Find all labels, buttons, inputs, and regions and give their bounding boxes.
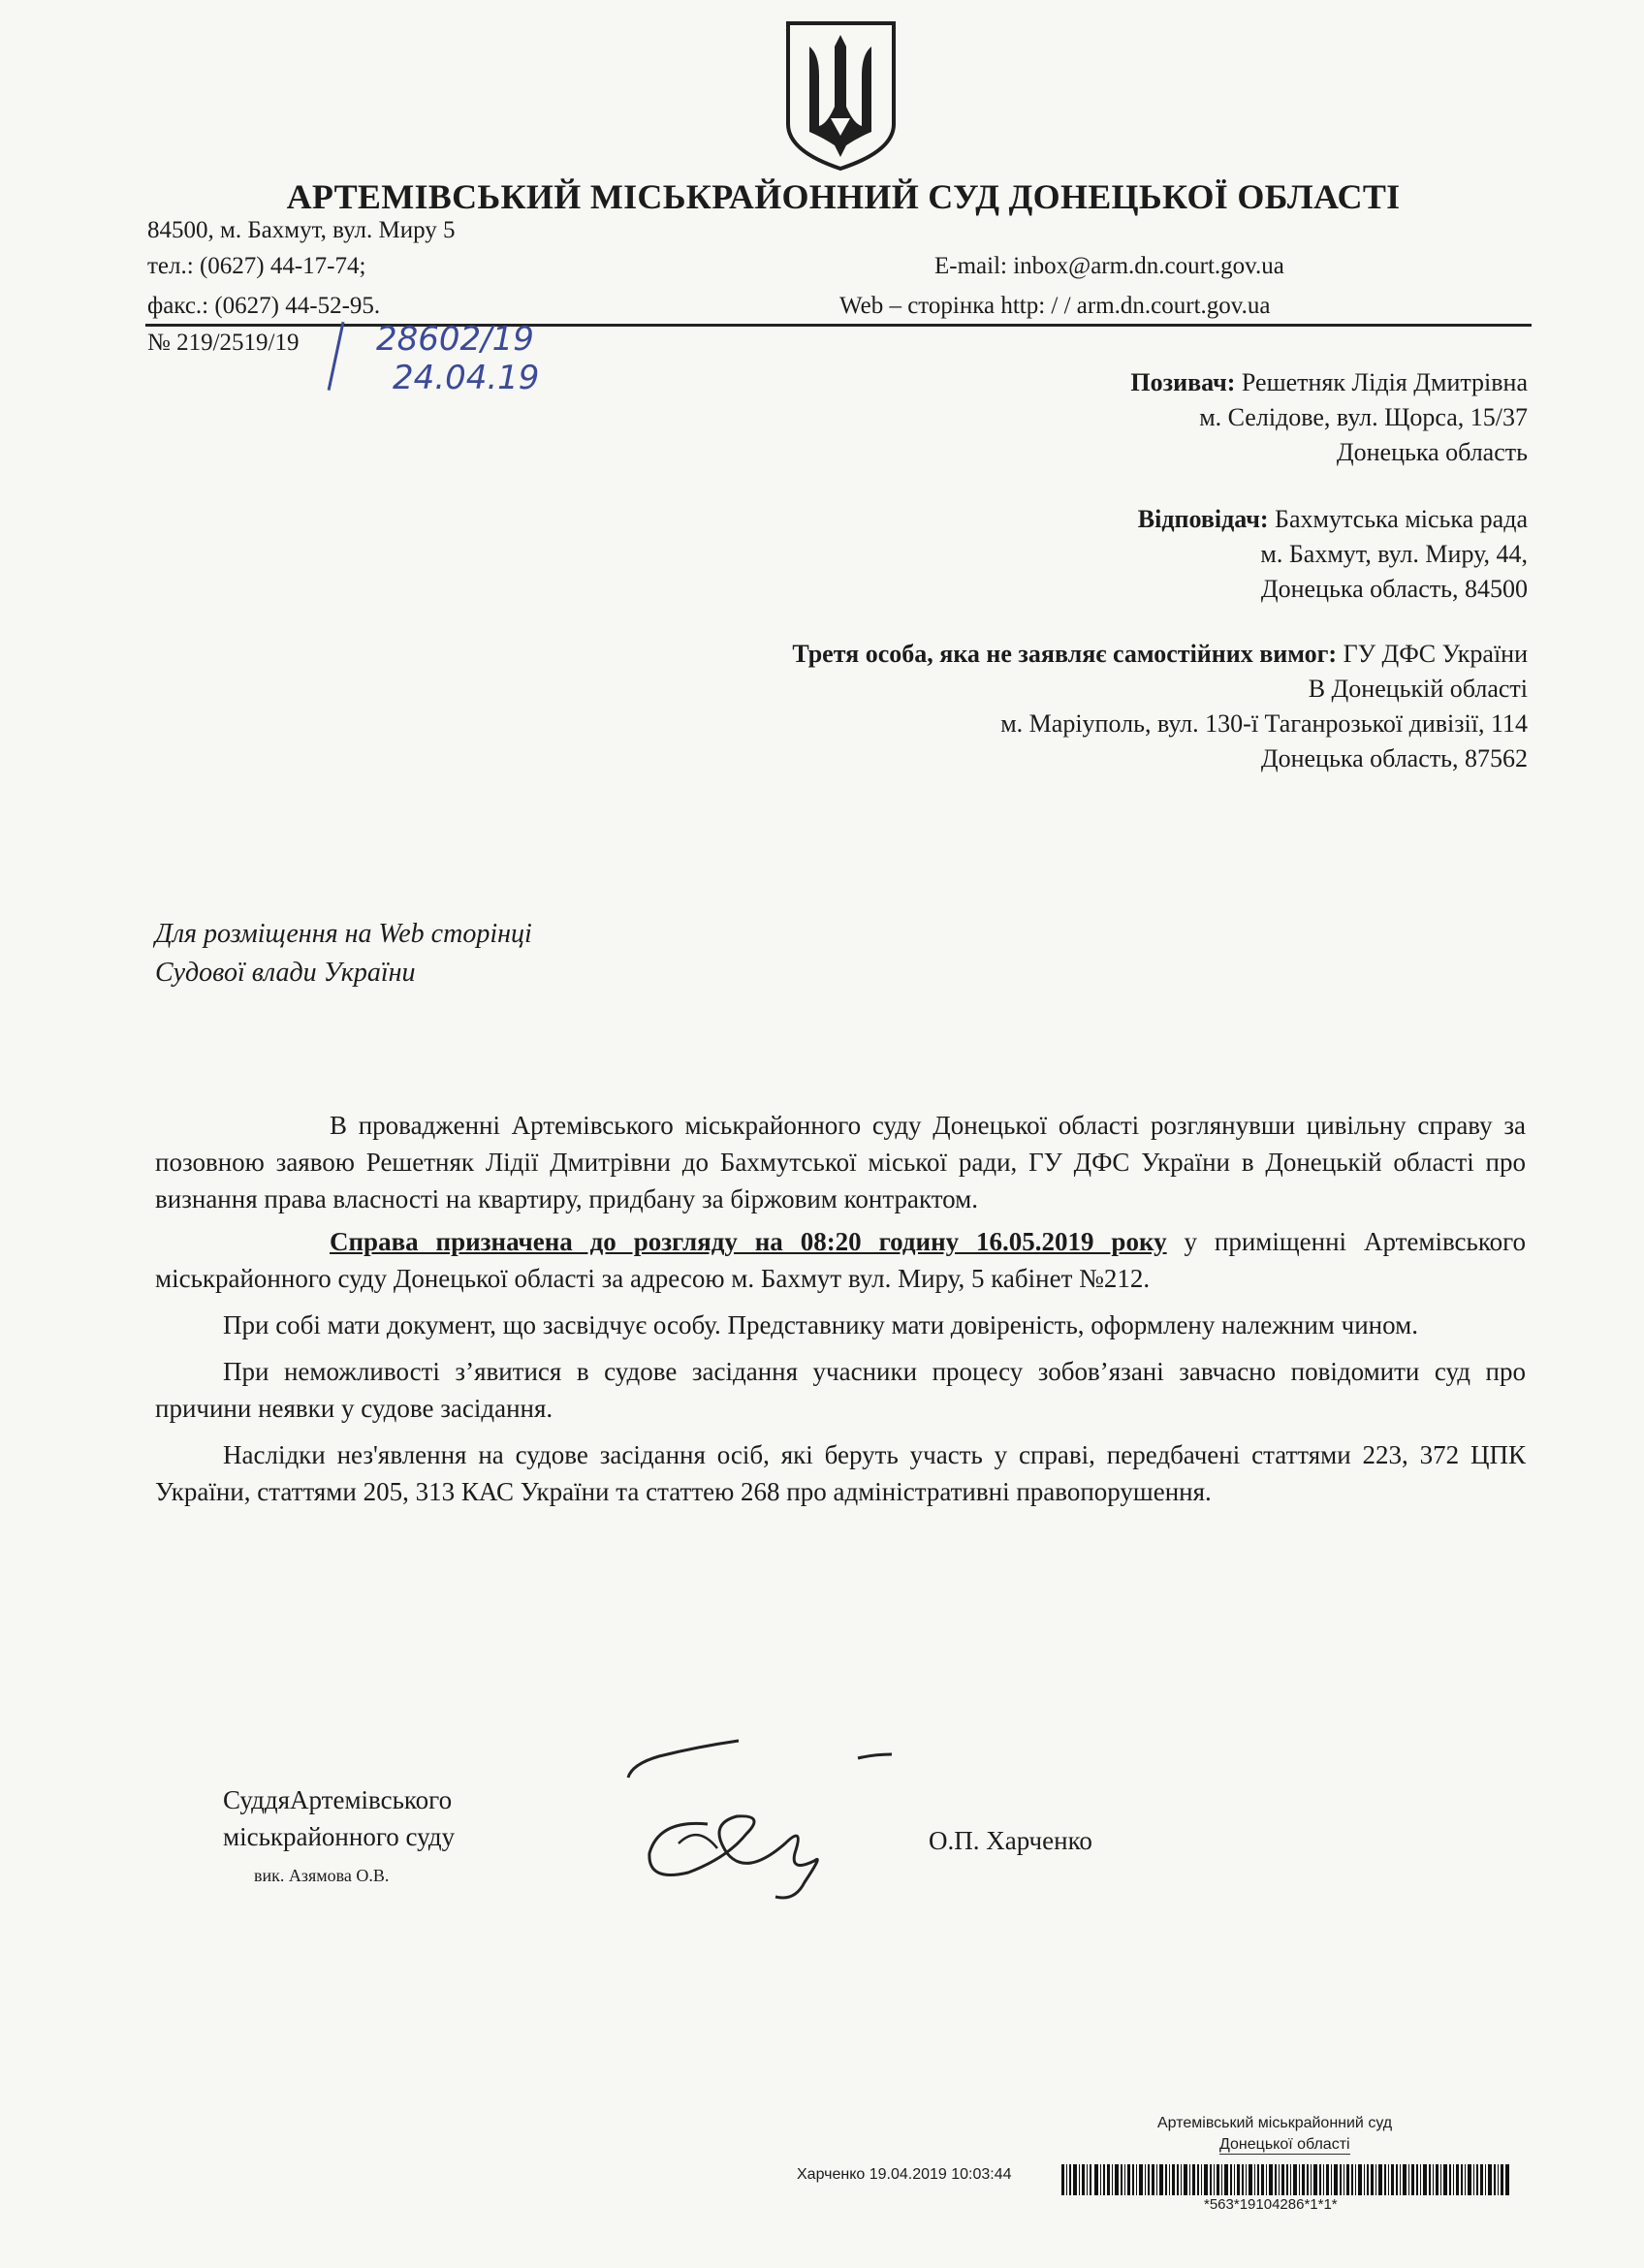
- letter-body: [155, 1107, 1526, 1510]
- header-divider: [145, 324, 1532, 327]
- plaintiff-block: [1130, 365, 1528, 470]
- plaintiff-name: Решетняк Лідія Дмитрівна: [1241, 368, 1528, 396]
- judge-name: О.П. Харченко: [929, 1826, 1092, 1855]
- hearing-date-text: Справа призначена до розгляду на 08:20 годину 16.05.2019 року: [330, 1227, 1167, 1256]
- stamp-court-name: Артемівський міськрайонний суд: [1157, 2115, 1393, 2131]
- court-name: АРТЕМІВСЬКИЙ МІСЬКРАЙОННИЙ СУД ДОНЕЦЬКОЇ ОБЛАСТІ: [286, 177, 1401, 216]
- third-party-region: Донецька область, 87562: [1260, 744, 1528, 772]
- handwritten-slash: [328, 322, 351, 392]
- court-website: Web – сторінка http: / / arm.dn.court.gov.ua: [839, 293, 1271, 319]
- third-party-block: [792, 637, 1528, 776]
- court-fax: факс.: (0627) 44-52-95.: [147, 293, 381, 319]
- executor-note: вик. Азямова О.В.: [254, 1866, 390, 1885]
- defendant-address: м. Бахмут, вул. Миру, 44,: [1260, 540, 1528, 568]
- body-paragraph-4: При неможливості з’явитися в судове засідання учасники процесу зобов’язані завчасно повідомити суд про причини неявки у судове засідання.: [155, 1357, 1526, 1423]
- stamp-signer-timestamp: Харченко 19.04.2019 10:03:44: [797, 2166, 1012, 2183]
- defendant-region: Донецька область, 84500: [1260, 575, 1528, 603]
- barcode-code: *563*19104286*1*1*: [1204, 2196, 1338, 2213]
- defendant-label: Відповідач:: [1137, 505, 1269, 533]
- handwritten-registration-date: 24.04.19: [393, 359, 540, 397]
- coat-of-arms-icon: [780, 17, 901, 173]
- body-paragraph-3: При собі мати документ, що засвідчує особу. Представнику мати довіреність, оформлену належним чином.: [223, 1310, 1418, 1339]
- body-paragraph-2: [155, 1223, 1526, 1297]
- stamp-court-region: Донецької області: [1219, 2136, 1350, 2153]
- publication-note-line2: Судової влади України: [155, 958, 416, 988]
- plaintiff-address: м. Селідове, вул. Щорса, 15/37: [1199, 403, 1528, 431]
- barcode-icon: [1061, 2164, 1509, 2195]
- plaintiff-region: Донецька область: [1336, 438, 1528, 466]
- defendant-name: Бахмутська міська рада: [1275, 505, 1528, 533]
- handwritten-signature-icon: [620, 1727, 911, 1921]
- body-paragraph-5: Наслідки нез'явлення на судове засідання осіб, які беруть участь у справі, передбачені статтями 223, 372 ЦПК України, статтями 205, 313 КАС України та статтею 268 про адміністративні правопорушення.: [155, 1440, 1526, 1506]
- body-paragraph-1: В провадженні Артемівського міськрайонного суду Донецької області розглянувши цивільну справу за позовною заявою Решетняк Лідії Дмитрівни до Бахмутської міської ради, ГУ ДФС України в Донецькій області про визнання права власності на квартиру, придбану за біржовим контрактом.: [155, 1111, 1526, 1213]
- plaintiff-label: Позивач:: [1130, 368, 1236, 396]
- third-party-name: ГУ ДФС України: [1343, 640, 1528, 668]
- third-party-address: м. Маріуполь, вул. 130-ї Таганрозької дивізії, 114: [1000, 709, 1528, 738]
- defendant-block: [1138, 502, 1528, 607]
- court-phone: тел.: (0627) 44-17-74;: [147, 253, 366, 279]
- case-number: № 219/2519/19: [147, 330, 300, 356]
- judge-title: [223, 1781, 455, 1855]
- publication-note-line1: Для розміщення на Web сторінці: [155, 919, 532, 949]
- hearing-location-text: у приміщенні Артемівського міськрайонного суду Донецької області за адресою м. Бахмут вул. Миру, 5 кабінет №212.: [155, 1227, 1526, 1293]
- publication-note: [155, 915, 532, 992]
- handwritten-registration-number: 28602/19: [376, 320, 534, 359]
- court-address: 84500, м. Бахмут, вул. Миру 5: [147, 217, 456, 243]
- judge-title-line1: СуддяАртемівського: [223, 1785, 453, 1814]
- third-party-label: Третя особа, яка не заявляє самостійних вимог:: [792, 640, 1338, 668]
- third-party-line2: В Донецькій області: [1308, 675, 1528, 703]
- court-email: E-mail: inbox@arm.dn.court.gov.ua: [934, 253, 1284, 279]
- judge-title-line2: міськрайонного суду: [223, 1822, 456, 1851]
